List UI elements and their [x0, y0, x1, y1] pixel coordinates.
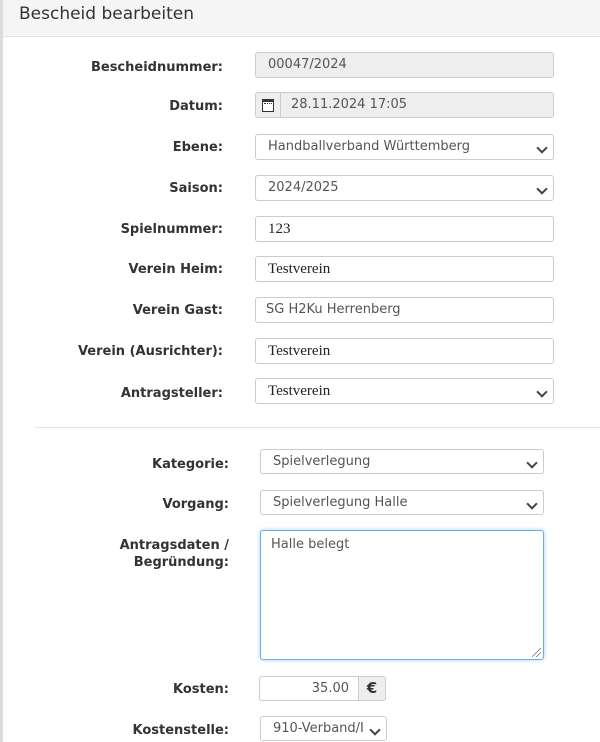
verein-ausrichter-value: Testverein — [268, 343, 331, 359]
page-header — [3, 0, 600, 37]
vorgang-label: Vorgang: — [162, 497, 229, 512]
kostenstelle-label: Kostenstelle: — [132, 723, 229, 738]
bescheidnummer-field — [255, 52, 554, 78]
verein-gast-value: SG H2Ku Herrenberg — [266, 302, 401, 317]
antragsteller-select[interactable] — [255, 378, 554, 404]
chevron-down-icon — [536, 183, 547, 194]
kategorie-label: Kategorie: — [152, 457, 229, 472]
ebene-value: Handballverband Württemberg — [268, 139, 471, 154]
verein-heim-input[interactable] — [255, 256, 554, 282]
antragsdaten-label-line1: Antragsdaten / — [119, 538, 229, 553]
verein-gast-input[interactable] — [255, 297, 554, 323]
datum-addon — [256, 93, 281, 117]
kostenstelle-select[interactable] — [260, 716, 387, 741]
ebene-label: Ebene: — [172, 140, 223, 155]
spielnummer-value: 123 — [268, 221, 291, 237]
antragsdaten-value: Halle belegt — [271, 537, 350, 552]
datum-value: 28.11.2024 17:05 — [291, 97, 408, 112]
euro-icon: € — [358, 676, 386, 701]
kosten-input[interactable] — [259, 676, 359, 701]
spielnummer-label: Spielnummer: — [120, 222, 223, 237]
ebene-select[interactable] — [255, 134, 554, 160]
verein-gast-label: Verein Gast: — [132, 303, 223, 318]
antragsteller-label: Antragsteller: — [120, 386, 223, 401]
vorgang-select[interactable] — [260, 490, 544, 515]
datum-field — [255, 92, 554, 118]
chevron-down-icon — [536, 142, 547, 153]
kategorie-select[interactable] — [260, 449, 544, 474]
bescheidnummer-value: 00047/2024 — [268, 57, 347, 72]
calendar-icon — [262, 99, 274, 112]
vorgang-value: Spielverlegung Halle — [273, 495, 408, 510]
verein-heim-label: Verein Heim: — [128, 262, 223, 277]
saison-select[interactable] — [255, 175, 554, 201]
antragsdaten-label — [120, 537, 229, 571]
bescheidnummer-label: Bescheidnummer: — [90, 60, 223, 75]
verein-heim-value: Testverein — [268, 261, 331, 277]
spielnummer-input[interactable] — [255, 216, 554, 242]
section-divider — [35, 427, 600, 428]
chevron-down-icon — [369, 724, 380, 735]
verein-ausrichter-input[interactable] — [255, 338, 554, 364]
saison-value: 2024/2025 — [268, 180, 339, 195]
antragsdaten-label-line2: Begründung: — [133, 555, 229, 570]
resize-handle-icon[interactable] — [532, 648, 541, 657]
chevron-down-icon — [536, 386, 547, 397]
page-title: Bescheid bearbeiten — [19, 4, 195, 24]
chevron-down-icon — [526, 457, 537, 468]
saison-label: Saison: — [169, 181, 223, 196]
kosten-label: Kosten: — [173, 682, 229, 697]
antragsteller-value: Testverein — [268, 383, 331, 399]
kosten-value: 35.00 — [311, 681, 349, 696]
kosten-group — [259, 676, 387, 701]
left-border — [0, 0, 3, 742]
datum-label: Datum: — [169, 99, 223, 114]
verein-ausrichter-label: Verein (Ausrichter): — [77, 344, 223, 359]
kategorie-value: Spielverlegung — [273, 454, 371, 469]
kostenstelle-value: 910-Verband/I — [273, 721, 364, 736]
antragsdaten-textarea[interactable] — [260, 530, 544, 660]
chevron-down-icon — [526, 498, 537, 509]
